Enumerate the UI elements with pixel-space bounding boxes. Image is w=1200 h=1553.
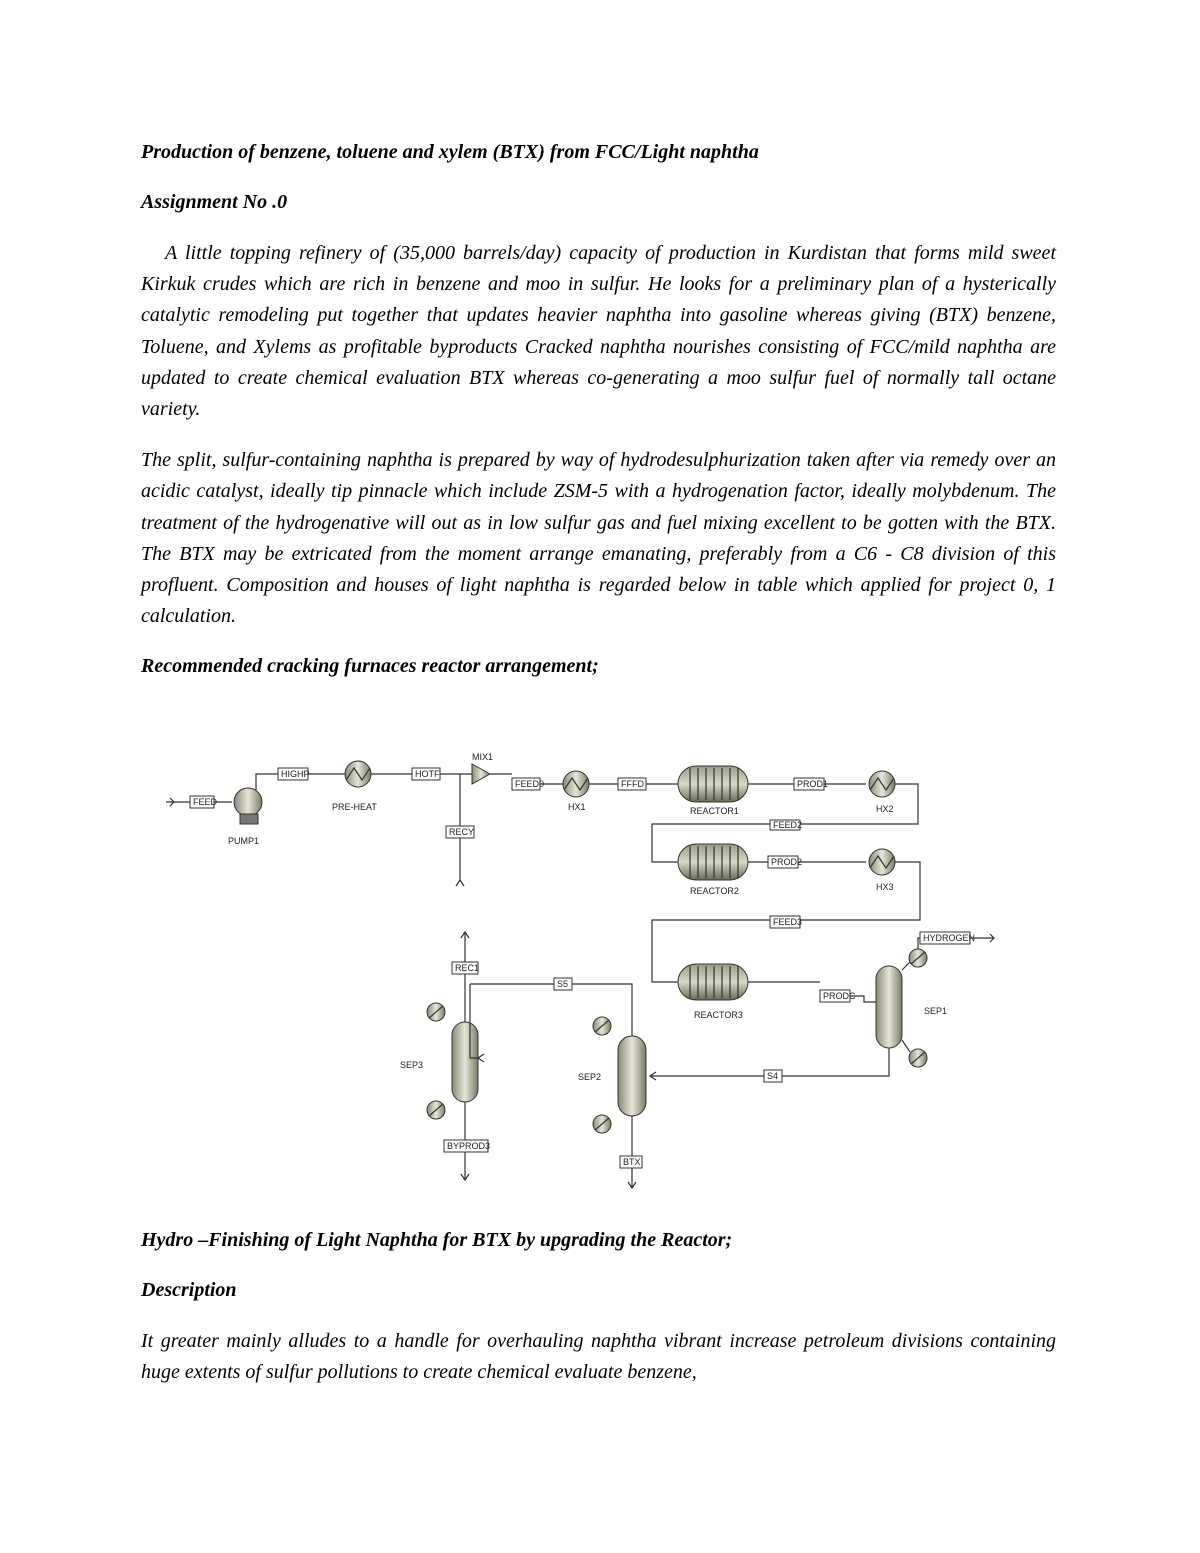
stream-prodc-label: PRODC (823, 991, 856, 1001)
stream-rec1-label: REC1 (455, 963, 480, 973)
hx1-exchanger-icon (563, 771, 589, 797)
hx3-label: HX3 (876, 882, 894, 892)
stream-feed-label: FEED (193, 797, 218, 807)
stream-hotf-label: HOTF (415, 769, 440, 779)
rec1-outlet-arrow (461, 932, 469, 962)
stream-feed0-label: FEED0 (515, 779, 545, 789)
preheat-exchanger-icon (345, 761, 371, 787)
stream-highp-label: HIGHP (281, 769, 310, 779)
sep3-label: SEP3 (400, 1060, 424, 1070)
byprod-outlet-arrow (461, 1152, 469, 1180)
reactor1-label: REACTOR1 (690, 806, 739, 816)
stream-recy-label: RECY (449, 827, 475, 837)
sep2-label: SEP2 (578, 1072, 602, 1082)
reactor3-icon (678, 964, 748, 1000)
section-heading: Hydro –Finishing of Light Naphtha for BTX by upgrading the Reactor; (141, 1229, 733, 1251)
stream-prod1-label: PROD1 (797, 779, 829, 789)
process-flow-diagram (160, 740, 1020, 1200)
recycle-inlet-arrow (456, 880, 464, 886)
mixer-icon (472, 764, 490, 784)
assignment-heading: Assignment No .0 (141, 191, 288, 213)
sep1-label: SEP1 (924, 1006, 948, 1016)
hx2-label: HX2 (876, 804, 894, 814)
paragraph-2: The split, sulfur-containing naphtha is prepared by way of hydrodesulphurization taken after via remedy over an acidic catalyst, ideally tip pinnacle which include ZSM-5 with a hydrogenation factor, ideally molybdenum. The treatment of the hydrogenative will out as in low sulfur gas and fuel mixing excellent to be gotten with the BTX. The BTX may be extricated from the moment arrange emanating, preferably from a C6 - C8 division of this profluent. Composition and houses of light naphtha is regarded below in table which applied for project 0, 1 calculation. (141, 449, 1056, 628)
reactor2-label: REACTOR2 (690, 886, 739, 896)
stream-prod2-label: PROD2 (771, 857, 803, 867)
hx1-label: HX1 (568, 802, 586, 812)
pump-label: PUMP1 (228, 836, 260, 846)
stream-btx-label: BTX (623, 1157, 641, 1167)
hx3-exchanger-icon (869, 849, 895, 875)
stream-byprod-label: BYPROD3 (447, 1141, 491, 1151)
hx2-exchanger-icon (869, 771, 895, 797)
stream-hydrogen-label: HYDROGEN (923, 933, 976, 943)
diagram-heading: Recommended cracking furnaces reactor arrangement; (141, 655, 599, 678)
description-heading: Description (141, 1279, 237, 1301)
pump-icon (234, 788, 262, 824)
reactor1-icon (678, 766, 748, 802)
mixer-label: MIX1 (472, 752, 494, 762)
reactor2-icon (678, 844, 748, 880)
document-body-continued (141, 1226, 1056, 1408)
description-paragraph: It greater mainly alludes to a handle for overhauling naphtha vibrant increase petroleum divisions containing huge extents of sulfur pollutions to create chemical evaluate benzene, (141, 1330, 1056, 1384)
feed-inlet-arrow (166, 798, 174, 806)
preheat-label: PRE-HEAT (332, 802, 377, 812)
paragraph-1: A little topping refinery of (35,000 barrels/day) capacity of production in Kurdistan that forms mild sweet Kirkuk crudes which are rich in benzene and moo in sulfur. He looks for a preliminary plan of a hysterically catalytic remodeling put together that updates heavier naphtha into gasoline whereas giving (BTX) benzene, Toluene, and Xylems as profitable byproducts Cracked naphtha nourishes consisting of FCC/mild naphtha are updated to create chemical evaluation BTX whereas co-generating a moo sulfur fuel of normally tall octane variety. (141, 242, 1056, 421)
stream-s5-label: S5 (557, 979, 569, 989)
sep1-column-icon (876, 949, 927, 1067)
stream-feed2-label: FEED2 (773, 820, 803, 830)
document-title: Production of benzene, toluene and xylem (BTX) from FCC/Light naphtha (141, 141, 759, 163)
stream-fffd-label: FFFD (621, 779, 644, 789)
reactor3-label: REACTOR3 (694, 1010, 743, 1020)
btx-outlet-arrow (628, 1168, 636, 1188)
stream-feed3-label: FEED3 (773, 917, 803, 927)
stream-s4-label: S4 (767, 1071, 779, 1081)
document-body (141, 138, 1056, 702)
